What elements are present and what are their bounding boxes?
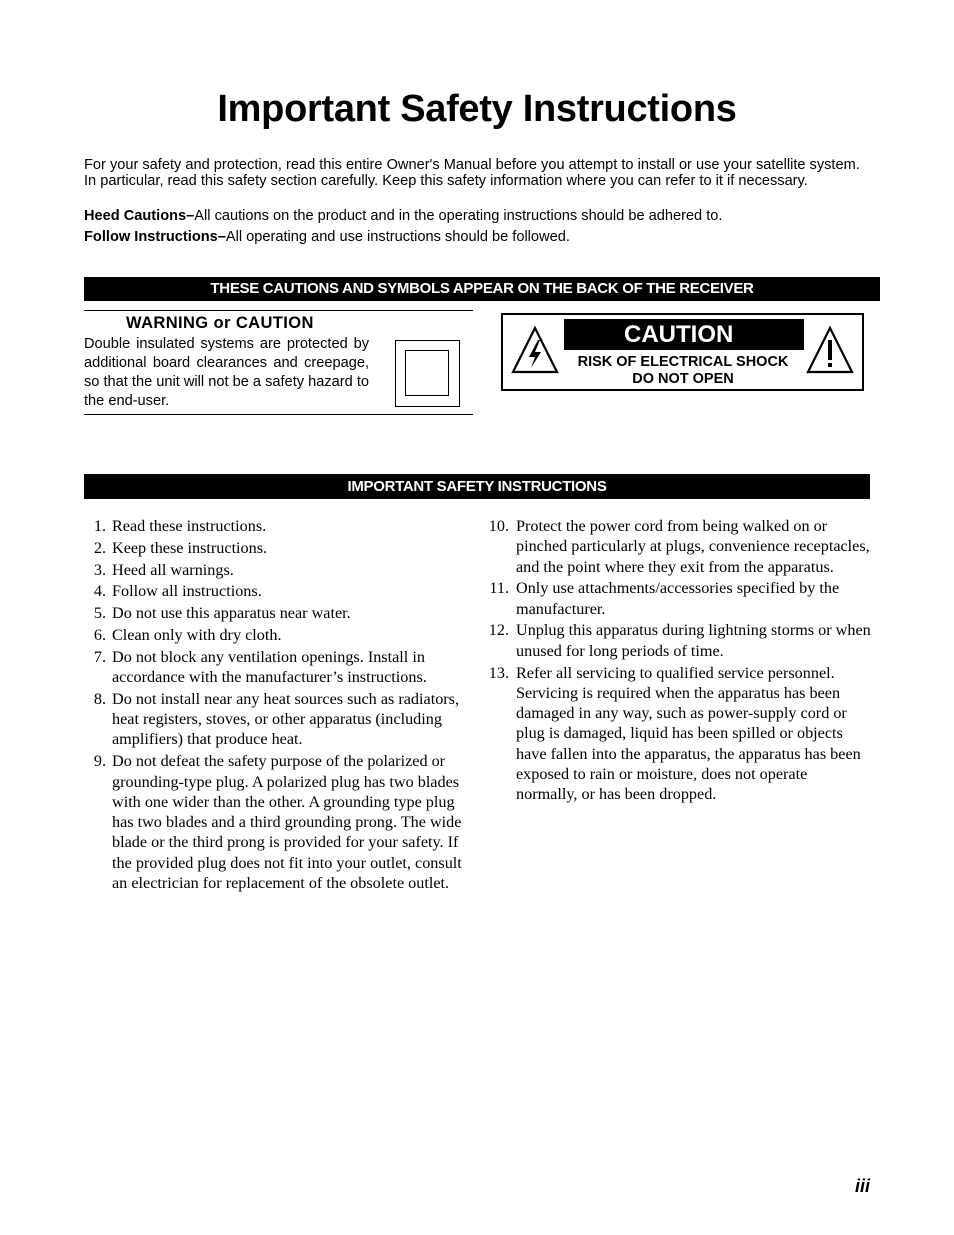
warning-text: Double insulated systems are protected by additional board clearances and creepage, so that the unit will not be a safety hazard to the end-user. (84, 336, 369, 409)
warning-box (84, 310, 473, 415)
instruction-item (88, 560, 466, 580)
instructions-section-header: IMPORTANT SAFETY INSTRUCTIONS (84, 474, 870, 499)
heed-label: Heed Cautions– (84, 208, 195, 224)
instruction-item (487, 663, 872, 805)
instruction-item (487, 620, 872, 661)
instruction-number: 6. (93, 625, 106, 644)
instruction-text: Only use attachments/accessories specified by the manufacturer. (516, 579, 840, 618)
instructions-list-right (487, 516, 872, 806)
instruction-item (88, 538, 466, 558)
lightning-triangle-icon (510, 325, 560, 375)
follow-text: All operating and use instructions should be followed. (225, 229, 570, 245)
heed-cautions (84, 208, 722, 224)
warning-heading: WARNING or CAUTION (126, 314, 314, 332)
instruction-text: Do not block any ventilation openings. Install in accordance with the manufacturer’s instructions. (112, 647, 427, 687)
instruction-text: Refer all servicing to qualified service personnel. Servicing is required when the apparatus has been damaged in any way, such as power-supply cord or plug is damaged, liquid has been spilled or objects have fallen into the apparatus, the apparatus has been exposed to rain or moisture, does not operate normally, or has been dropped. (516, 663, 861, 804)
instruction-item (88, 516, 466, 536)
instruction-item (88, 751, 466, 893)
instruction-number: 13. (488, 663, 509, 682)
instruction-text: Read these instructions. (112, 517, 267, 535)
instruction-number: 8. (93, 689, 106, 708)
instruction-number: 9. (93, 752, 106, 771)
instruction-number: 12. (488, 621, 509, 640)
double-insulation-icon (395, 340, 460, 407)
follow-instructions (84, 229, 570, 245)
symbols-section-header: THESE CAUTIONS AND SYMBOLS APPEAR ON THE BACK OF THE RECEIVER (84, 277, 880, 301)
instruction-number: 5. (93, 604, 106, 623)
heed-text: All cautions on the product and in the operating instructions should be adhered to. (194, 208, 723, 224)
instruction-number: 1. (93, 517, 106, 535)
instruction-text: Unplug this apparatus during lightning storms or when unused for long periods of time. (516, 621, 871, 660)
instruction-text: Clean only with dry cloth. (112, 625, 282, 644)
instruction-text: Do not use this apparatus near water. (112, 604, 351, 623)
instruction-item (88, 689, 466, 750)
intro-paragraph: For your safety and protection, read this entire Owner's Manual before you attempt to install or use your satellite system. In particular, read this safety section carefully. Keep this safety information where you can refer to it if necessary. (84, 157, 860, 189)
instruction-text: Do not install near any heat sources such as radiators, heat registers, stoves, or other apparatus (including amplifiers) that produce heat. (112, 689, 460, 749)
instruction-number: 3. (93, 560, 106, 579)
follow-label: Follow Instructions– (84, 229, 226, 245)
instruction-item (88, 581, 466, 601)
instruction-item (487, 578, 872, 619)
instruction-text: Do not defeat the safety purpose of the polarized or grounding-type plug. A polarized plug has two blades with one wider than the other. A grounding type plug has two blades and a third grounding prong. The wide blade or the third prong is provided for your safety. If the provided plug does not fit into your outlet, consult an electrician for replacement of the obsolete outlet. (112, 752, 462, 893)
instructions-list-left (88, 516, 466, 895)
instruction-number: 11. (489, 579, 509, 598)
instruction-text: Follow all instructions. (112, 582, 262, 601)
instruction-item (88, 647, 466, 688)
instruction-number: 2. (93, 538, 106, 557)
instruction-item (88, 603, 466, 623)
caution-title: CAUTION (564, 319, 804, 350)
page-number: iii (854, 1176, 870, 1196)
caution-label-box (501, 313, 864, 391)
instruction-text: Protect the power cord from being walked on or pinched particularly at plugs, convenience receptacles, and the point where they exit from the apparatus. (516, 517, 870, 576)
exclamation-triangle-icon (805, 325, 855, 375)
double-insulation-inner-square (405, 350, 449, 396)
instruction-number: 7. (93, 647, 106, 666)
instruction-item (487, 516, 872, 577)
instruction-number: 4. (93, 582, 106, 601)
page-title: Important Safety Instructions (217, 88, 737, 130)
caution-line-1: RISK OF ELECTRICAL SHOCK (577, 354, 789, 370)
instruction-text: Heed all warnings. (112, 560, 234, 579)
caution-line-2: DO NOT OPEN (632, 371, 734, 387)
instruction-number: 10. (488, 517, 509, 535)
instruction-text: Keep these instructions. (112, 538, 268, 557)
instruction-item (88, 625, 466, 645)
